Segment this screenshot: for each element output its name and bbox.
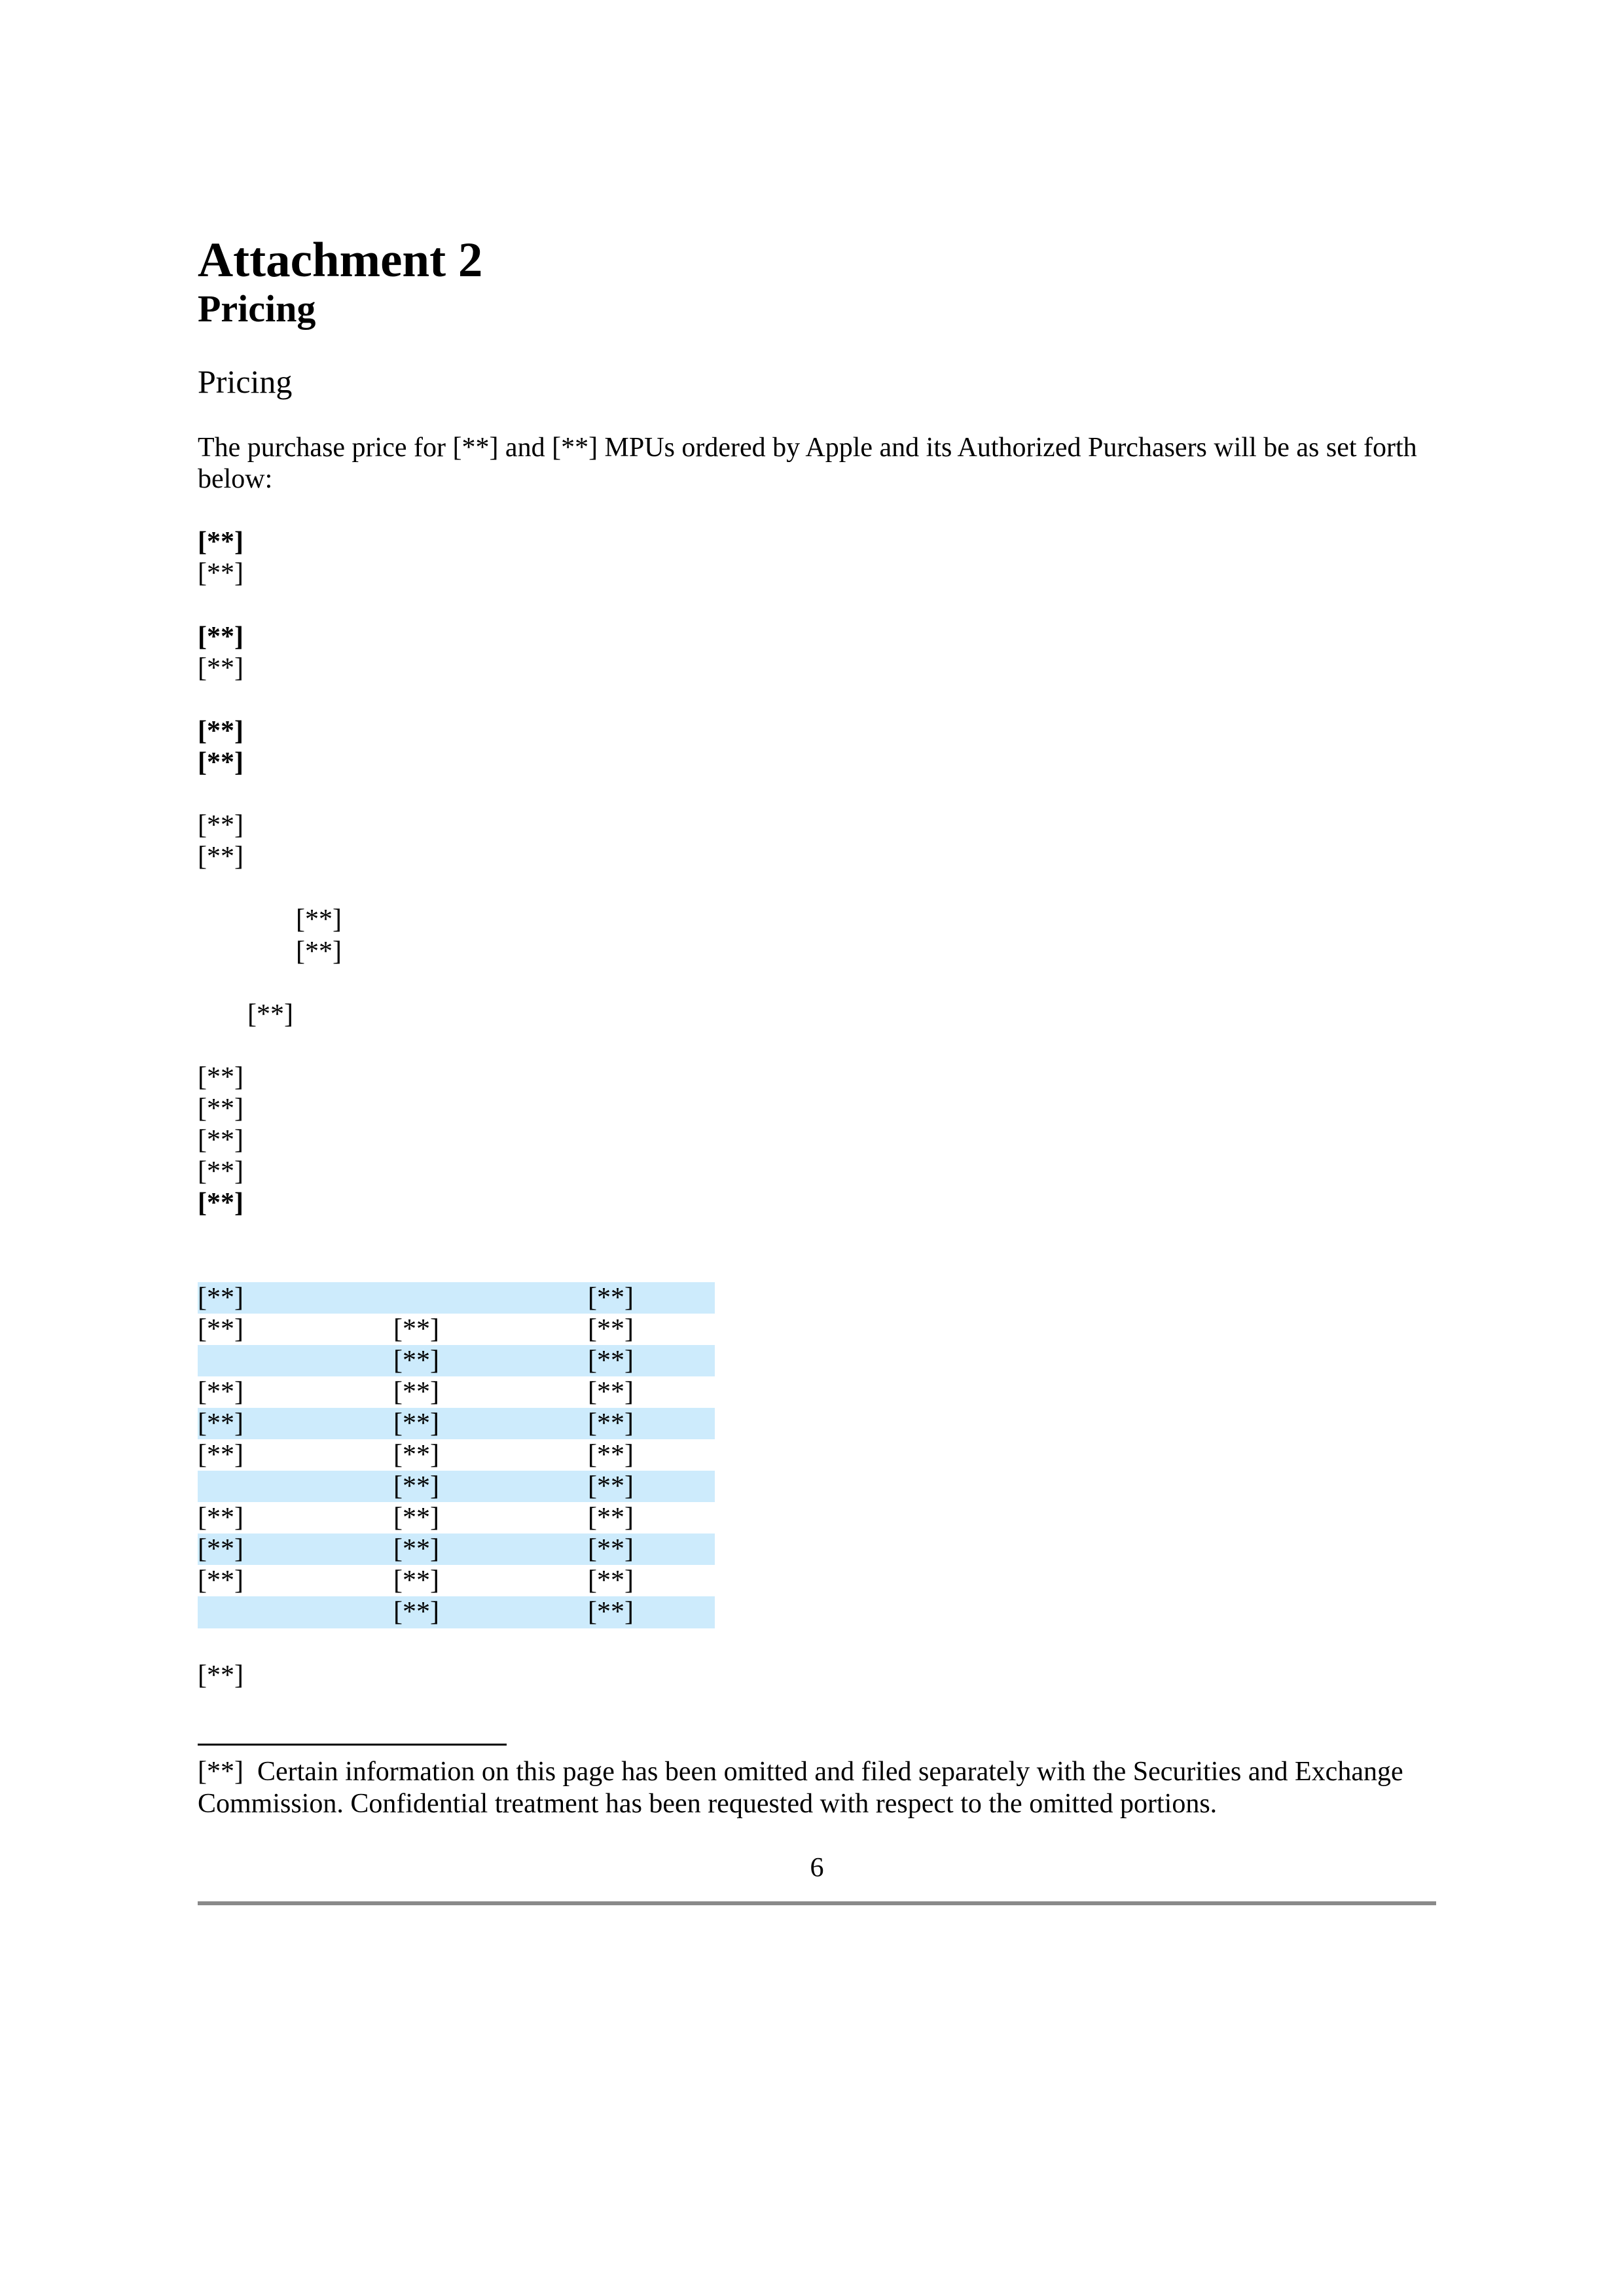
attachment-subtitle: Pricing — [198, 287, 316, 330]
table-row — [198, 1471, 715, 1502]
redacted-line: [**] — [198, 621, 244, 652]
redacted-group — [198, 1062, 1436, 1219]
redacted-line: [**] — [198, 1062, 244, 1092]
table-row — [198, 1282, 715, 1314]
table-cell: [**] — [393, 1440, 439, 1470]
page-number: 6 — [810, 1853, 824, 1883]
pricing-table — [198, 1282, 715, 1628]
table-cell: [**] — [588, 1597, 634, 1628]
redacted-line: [**] — [198, 1125, 244, 1156]
table-row — [198, 1345, 715, 1376]
redacted-line: [**] — [198, 558, 244, 589]
table-cell: [**] — [588, 1408, 634, 1439]
table-cell: [**] — [588, 1440, 634, 1470]
redacted-line: [**] — [296, 905, 342, 935]
redacted-line: [**] — [296, 936, 342, 967]
table-cell: [**] — [588, 1566, 634, 1596]
table-cell: [**] — [393, 1408, 439, 1439]
redacted-line: [**] — [198, 842, 244, 872]
table-cell — [393, 1282, 588, 1314]
table-row — [198, 1502, 715, 1534]
footnote-rule — [198, 1744, 507, 1746]
attachment-title: Attachment 2 — [198, 233, 483, 287]
table-cell: [**] — [588, 1314, 634, 1344]
table-cell — [198, 1596, 393, 1628]
redacted-group — [198, 526, 1436, 589]
table-cell: [**] — [198, 1408, 244, 1439]
table-row — [198, 1565, 715, 1596]
page-bottom-rule — [198, 1901, 1436, 1905]
table-cell: [**] — [198, 1503, 244, 1534]
table-cell: [**] — [588, 1376, 634, 1407]
redacted-line: [**] — [198, 653, 244, 683]
table-row — [198, 1534, 715, 1565]
table-cell: [**] — [588, 1471, 634, 1502]
redacted-group — [198, 810, 1436, 872]
table-cell: [**] — [198, 1440, 244, 1470]
table-cell: [**] — [393, 1597, 439, 1628]
table-cell: [**] — [198, 1376, 244, 1407]
redacted-line: [**] — [198, 1157, 244, 1187]
section-heading: Pricing — [198, 363, 293, 400]
table-cell: [**] — [588, 1534, 634, 1565]
table-cell: [**] — [588, 1345, 634, 1376]
table-cell: [**] — [198, 1534, 244, 1565]
closing-redaction: [**] — [198, 1660, 244, 1691]
table-cell: [**] — [393, 1345, 439, 1376]
redacted-line: [**] — [198, 1188, 244, 1219]
redacted-line: [**] — [198, 747, 244, 778]
table-cell: [**] — [393, 1566, 439, 1596]
table-cell — [198, 1471, 393, 1502]
table-cell — [198, 1345, 393, 1376]
table-row — [198, 1439, 715, 1471]
table-row — [198, 1596, 715, 1628]
table-row — [198, 1376, 715, 1408]
table-cell: [**] — [393, 1314, 439, 1344]
redacted-line: [**] — [247, 999, 293, 1030]
footnote-text: [**] Certain information on this page has been omitted and filed separately with the Securities and Exchange Commission. Confidential treatment has been requested with respect to the omitted portions. — [198, 1757, 1411, 1819]
table-cell: [**] — [588, 1503, 634, 1534]
table-cell: [**] — [393, 1503, 439, 1534]
redacted-group — [198, 904, 1436, 967]
redacted-group — [198, 715, 1436, 778]
redacted-group — [198, 621, 1436, 684]
document-body — [198, 432, 1436, 1691]
intro-paragraph: The purchase price for [**] and [**] MPUs ordered by Apple and its Authorized Purchasers will be as set forth below: — [198, 433, 1417, 495]
table-cell: [**] — [588, 1282, 634, 1313]
table-row — [198, 1314, 715, 1345]
redacted-line: [**] — [198, 810, 244, 841]
table-cell: [**] — [393, 1471, 439, 1502]
table-cell: [**] — [198, 1566, 244, 1596]
table-cell: [**] — [393, 1376, 439, 1407]
table-row — [198, 1408, 715, 1439]
redacted-group — [198, 999, 1436, 1030]
table-cell: [**] — [198, 1282, 244, 1313]
redacted-line: [**] — [198, 1093, 244, 1124]
table-cell: [**] — [198, 1314, 244, 1344]
table-cell: [**] — [393, 1534, 439, 1565]
redacted-line: [**] — [198, 527, 244, 558]
redacted-line: [**] — [198, 715, 244, 746]
